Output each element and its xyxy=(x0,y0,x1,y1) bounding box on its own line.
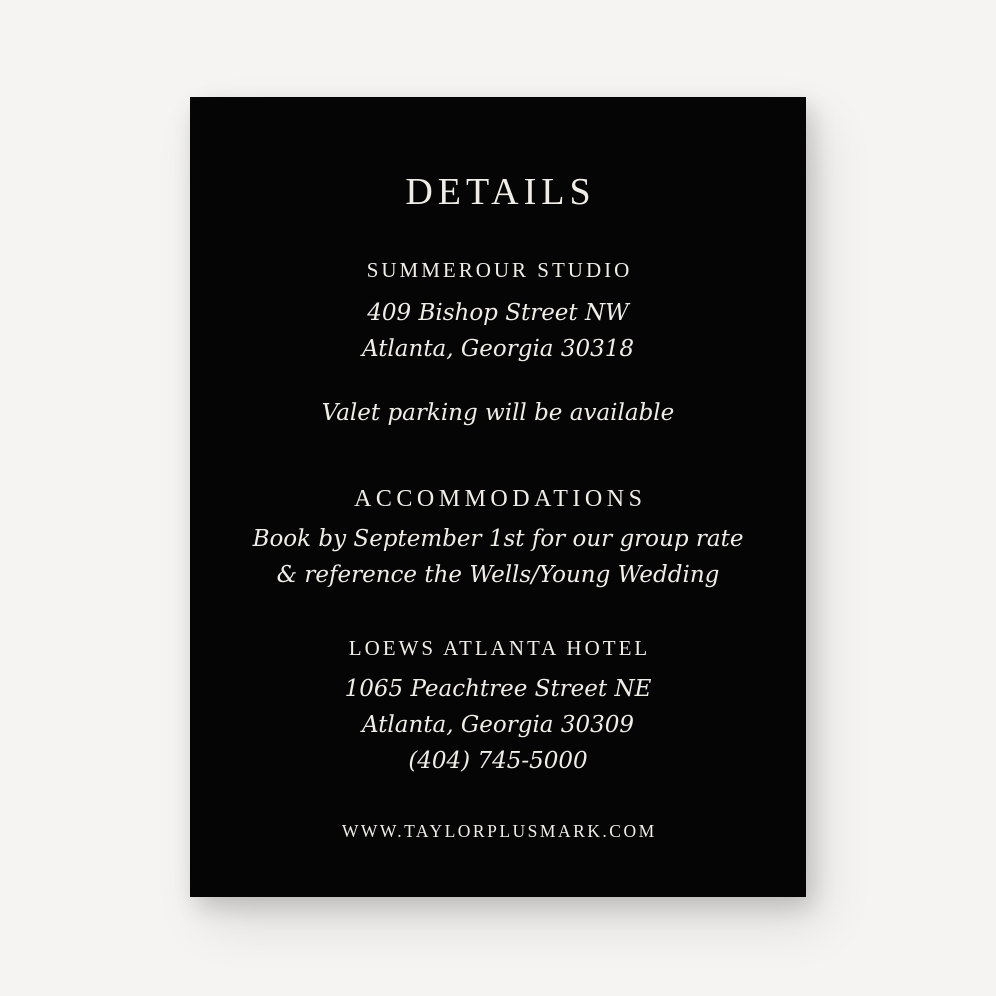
accommodations-heading: ACCOMMODATIONS xyxy=(354,486,647,512)
venue-name: SUMMEROUR STUDIO xyxy=(366,258,633,282)
hotel-name: LOEWS ATLANTA HOTEL xyxy=(348,636,651,660)
accommodations-line2: & reference the Wells/Young Wedding xyxy=(276,562,720,588)
venue-address-line2: Atlanta, Georgia 30318 xyxy=(361,336,634,362)
venue-section xyxy=(190,260,806,431)
hotel-section xyxy=(190,638,806,779)
card-title: DETAILS xyxy=(405,171,596,213)
wedding-website-url: WWW.TAYLORPLUSMARK.COM xyxy=(341,821,657,841)
venue-address-line1: 409 Bishop Street NW xyxy=(367,300,629,326)
accommodations-line1: Book by September 1st for our group rate xyxy=(252,526,744,552)
hotel-phone: (404) 745-5000 xyxy=(408,748,588,774)
details-card xyxy=(190,97,806,897)
hotel-address-line1: 1065 Peachtree Street NE xyxy=(344,676,652,702)
venue-parking-note: Valet parking will be available xyxy=(321,400,675,426)
hotel-address-line2: Atlanta, Georgia 30309 xyxy=(361,712,634,738)
accommodations-section xyxy=(190,487,806,593)
